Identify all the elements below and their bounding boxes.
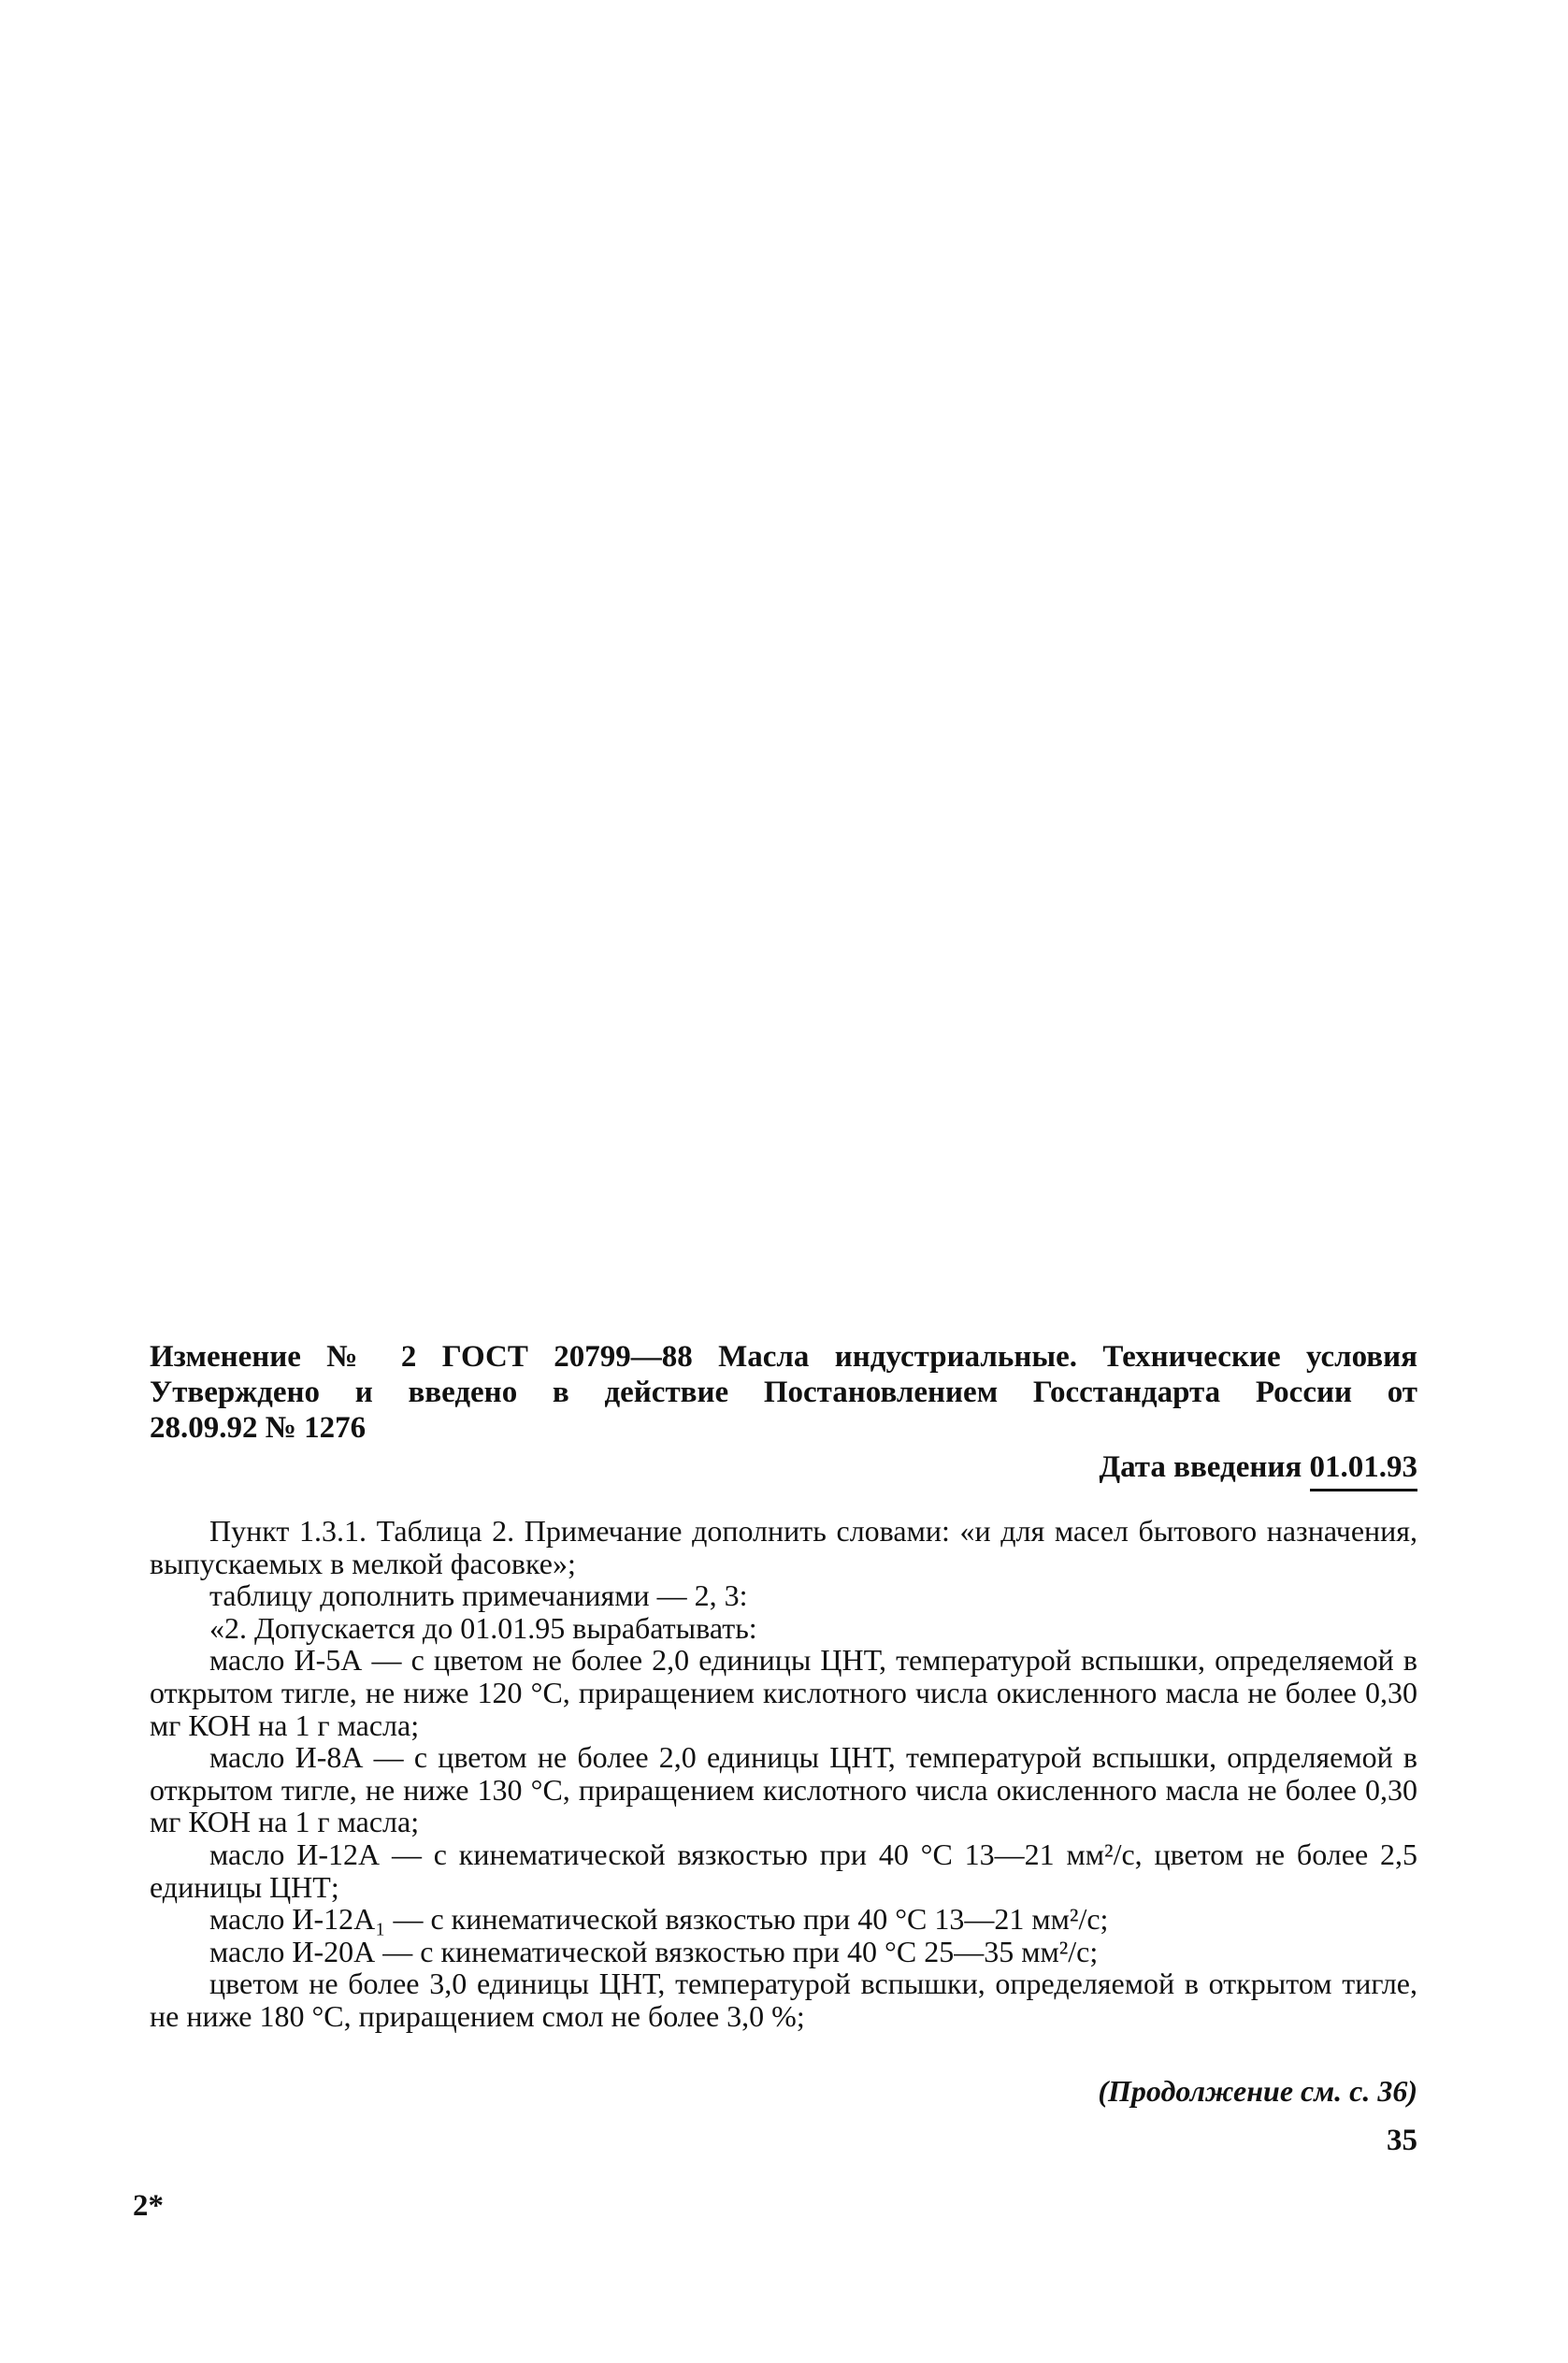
page-number: 35 [1387,2124,1417,2157]
introduction-date-value: 01.01.93 [1310,1449,1418,1491]
introduction-date-label: Дата введения [1099,1450,1302,1484]
paragraph-table-notes: таблицу дополнить примечаниями — 2, 3: [209,1578,748,1613]
introduction-date [150,1449,1417,1491]
paragraph-oil-i8a: масло И-8А — с цветом не более 2,0 единицы ЦНТ, температурой вспышки, опрделяемой в открытом тигле, не ниже 130 °С, приращением кислотного числа окисленного масла не более 0,30 мг КОН на 1 г масла; [150,1740,1417,1839]
paragraph-oil-i5a: масло И-5А — с цветом не более 2,0 единицы ЦНТ, температурой вспышки, определяемой в открытом тигле, не ниже 120 °С, приращением кислотного числа окисленного масла не более 0,30 мг КОН на 1 г масла; [150,1643,1417,1742]
paragraph-oil-i20a: масло И-20А — с кинематической вязкостью при 40 °С 25—35 мм²/с; [209,1934,1099,1968]
paragraph-color-flash: цветом не более 3,0 единицы ЦНТ, температурой вспышки, определяемой в открытом тигле, не ниже 180 °С, приращением смол не более 3,0 %; [150,1967,1417,2033]
paragraph-note-2: «2. Допускается до 01.01.95 вырабатывать: [209,1610,757,1645]
amendment-header [150,1339,1417,1446]
paragraph-oil-i12a1: масло И-12А₁ — с кинематической вязкостью при 40 °С 13—21 мм²/с; [209,1902,1109,1937]
amendment-body [150,1515,1417,2033]
continuation-note: (Продолжение см. с. 36) [1098,2074,1417,2108]
header-line-title: Изменение № 2 ГОСТ 20799—88 Масла индустриальные. Технические условия [150,1340,1417,1374]
paragraph-clause: Пункт 1.3.1. Таблица 2. Примечание дополнить словами: «и для масел бытового назначения, выпускаемых в мелкой фасовке»; [150,1514,1417,1580]
header-line-decree: 28.09.92 № 1276 [150,1411,367,1445]
paragraph-oil-i12a: масло И-12А — с кинематической вязкостью при 40 °С 13—21 мм²/с, цветом не более 2,5 единицы ЦНТ; [150,1837,1417,1904]
signature-mark: 2* [133,2189,164,2223]
header-line-approval: Утверждено и введено в действие Постановлением Госстандарта России от [150,1376,1417,1409]
